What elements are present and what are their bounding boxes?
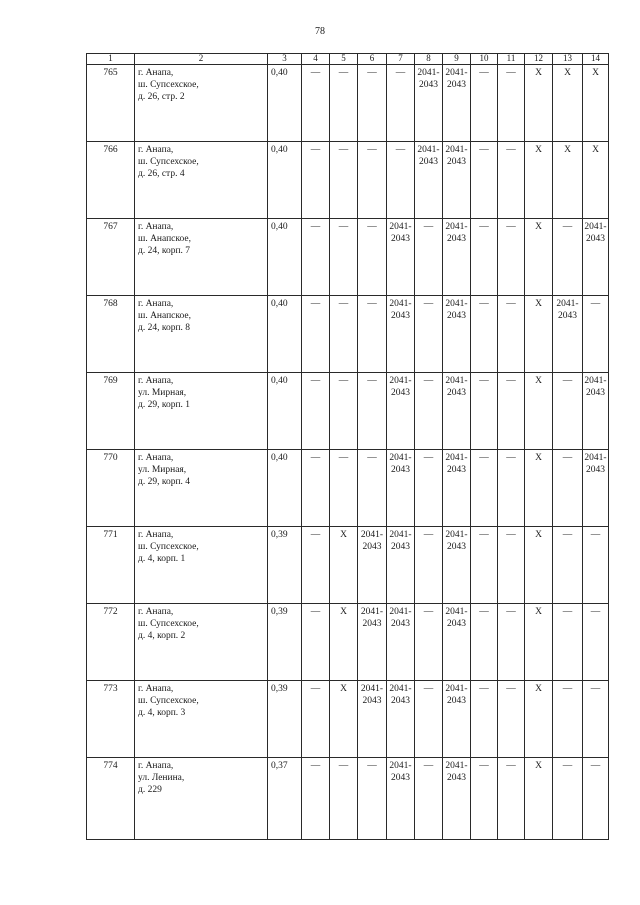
column-header: 11 xyxy=(498,54,525,65)
period-cell: — xyxy=(471,65,498,142)
address-line: г. Анапа, xyxy=(138,68,174,78)
column-header: 5 xyxy=(330,54,358,65)
period-cell: 2041- 2043 xyxy=(443,142,471,219)
period-cell: — xyxy=(302,758,330,840)
period-cell: 2041- 2043 xyxy=(415,142,443,219)
period-cell: 2041- 2043 xyxy=(387,296,415,373)
period-cell: — xyxy=(358,373,387,450)
address-cell xyxy=(135,296,268,373)
table-row xyxy=(87,527,609,604)
period-cell: X xyxy=(330,681,358,758)
period-cell: — xyxy=(498,527,525,604)
address-line: ш. Анапское, xyxy=(138,311,191,321)
period-cell: X xyxy=(525,527,553,604)
address-line: ул. Мирная, xyxy=(138,388,187,398)
period-cell: — xyxy=(553,450,583,527)
period-cell: 2041- 2043 xyxy=(583,219,609,296)
period-cell: 2041- 2043 xyxy=(443,450,471,527)
period-cell: — xyxy=(471,219,498,296)
table-row xyxy=(87,219,609,296)
column-header: 2 xyxy=(135,54,268,65)
period-cell: — xyxy=(553,219,583,296)
period-cell: 2041- 2043 xyxy=(443,527,471,604)
address-cell xyxy=(135,681,268,758)
period-cell: 2041- 2043 xyxy=(387,373,415,450)
address-line: г. Анапа, xyxy=(138,607,174,617)
period-cell: 2041- 2043 xyxy=(358,604,387,681)
address-cell xyxy=(135,450,268,527)
row-number: 769 xyxy=(87,373,135,450)
column-header: 10 xyxy=(471,54,498,65)
row-number: 770 xyxy=(87,450,135,527)
row-number: 765 xyxy=(87,65,135,142)
period-cell: — xyxy=(358,758,387,840)
period-cell: — xyxy=(330,65,358,142)
period-cell: — xyxy=(302,65,330,142)
period-cell: — xyxy=(498,604,525,681)
column-header: 8 xyxy=(415,54,443,65)
address-cell xyxy=(135,142,268,219)
period-cell: — xyxy=(358,65,387,142)
address-cell xyxy=(135,604,268,681)
period-cell: 2041- 2043 xyxy=(387,450,415,527)
period-cell: — xyxy=(302,450,330,527)
period-cell: — xyxy=(498,142,525,219)
address-line: г. Анапа, xyxy=(138,145,174,155)
period-cell: 2041- 2043 xyxy=(583,450,609,527)
value-cell: 0,40 xyxy=(268,296,302,373)
period-cell: X xyxy=(583,65,609,142)
period-cell: — xyxy=(415,681,443,758)
period-cell: X xyxy=(553,65,583,142)
address-line: г. Анапа, xyxy=(138,376,174,386)
period-cell: — xyxy=(330,758,358,840)
value-cell: 0,40 xyxy=(268,219,302,296)
address-line: г. Анапа, xyxy=(138,222,174,232)
period-cell: X xyxy=(553,142,583,219)
period-cell: — xyxy=(553,604,583,681)
period-cell: — xyxy=(498,296,525,373)
address-line: ш. Супсехское, xyxy=(138,157,199,167)
period-cell: 2041- 2043 xyxy=(387,604,415,681)
period-cell: — xyxy=(583,758,609,840)
period-cell: 2041- 2043 xyxy=(387,758,415,840)
period-cell: 2041- 2043 xyxy=(443,65,471,142)
address-line: ш. Супсехское, xyxy=(138,696,199,706)
column-header: 3 xyxy=(268,54,302,65)
period-cell: 2041- 2043 xyxy=(387,219,415,296)
period-cell: — xyxy=(415,450,443,527)
period-cell: — xyxy=(415,758,443,840)
address-line: ш. Анапское, xyxy=(138,234,191,244)
address-line: ул. Ленина, xyxy=(138,773,185,783)
period-cell: — xyxy=(583,681,609,758)
table-row xyxy=(87,296,609,373)
period-cell: 2041- 2043 xyxy=(443,681,471,758)
period-cell: X xyxy=(583,142,609,219)
address-line: д. 29, корп. 4 xyxy=(138,477,191,487)
address-line: ул. Мирная, xyxy=(138,465,187,475)
period-cell: — xyxy=(415,219,443,296)
address-cell xyxy=(135,758,268,840)
period-cell: — xyxy=(387,65,415,142)
address-line: д. 4, корп. 2 xyxy=(138,631,186,641)
period-cell: X xyxy=(525,604,553,681)
period-cell: — xyxy=(302,681,330,758)
address-line: д. 229 xyxy=(138,785,162,795)
period-cell: — xyxy=(553,758,583,840)
period-cell: X xyxy=(525,373,553,450)
period-cell: — xyxy=(302,604,330,681)
period-cell: — xyxy=(330,296,358,373)
value-cell: 0,37 xyxy=(268,758,302,840)
period-cell: — xyxy=(302,296,330,373)
address-line: г. Анапа, xyxy=(138,761,174,771)
address-line: ш. Супсехское, xyxy=(138,619,199,629)
period-cell: 2041- 2043 xyxy=(415,65,443,142)
table-row xyxy=(87,450,609,527)
period-cell: — xyxy=(498,450,525,527)
column-header: 12 xyxy=(525,54,553,65)
address-line: д. 4, корп. 3 xyxy=(138,708,186,718)
period-cell: 2041- 2043 xyxy=(553,296,583,373)
period-cell: X xyxy=(525,681,553,758)
period-cell: — xyxy=(387,142,415,219)
period-cell: X xyxy=(525,65,553,142)
column-header: 14 xyxy=(583,54,609,65)
address-line: ш. Супсехское, xyxy=(138,542,199,552)
period-cell: — xyxy=(330,142,358,219)
row-number: 767 xyxy=(87,219,135,296)
header-row xyxy=(87,54,609,65)
period-cell: 2041- 2043 xyxy=(583,373,609,450)
row-number: 768 xyxy=(87,296,135,373)
period-cell: — xyxy=(358,142,387,219)
period-cell: 2041- 2043 xyxy=(387,681,415,758)
row-number: 773 xyxy=(87,681,135,758)
period-cell: 2041- 2043 xyxy=(443,604,471,681)
address-cell xyxy=(135,65,268,142)
period-cell: — xyxy=(471,450,498,527)
table-row xyxy=(87,681,609,758)
value-cell: 0,40 xyxy=(268,373,302,450)
period-cell: — xyxy=(583,296,609,373)
period-cell: — xyxy=(471,681,498,758)
period-cell: — xyxy=(358,219,387,296)
value-cell: 0,40 xyxy=(268,142,302,219)
address-line: д. 24, корп. 7 xyxy=(138,246,191,256)
period-cell: — xyxy=(471,604,498,681)
period-cell: X xyxy=(525,758,553,840)
table-row xyxy=(87,604,609,681)
period-cell: — xyxy=(415,604,443,681)
period-cell: — xyxy=(553,681,583,758)
period-cell: — xyxy=(471,758,498,840)
period-cell: — xyxy=(330,219,358,296)
column-header: 7 xyxy=(387,54,415,65)
table-row xyxy=(87,65,609,142)
period-cell: — xyxy=(498,219,525,296)
period-cell: — xyxy=(553,527,583,604)
period-cell: — xyxy=(471,373,498,450)
period-cell: — xyxy=(415,527,443,604)
period-cell: — xyxy=(498,65,525,142)
row-number: 774 xyxy=(87,758,135,840)
period-cell: — xyxy=(498,758,525,840)
value-cell: 0,40 xyxy=(268,450,302,527)
period-cell: 2041- 2043 xyxy=(443,219,471,296)
period-cell: — xyxy=(302,219,330,296)
address-cell xyxy=(135,527,268,604)
period-cell: 2041- 2043 xyxy=(358,527,387,604)
column-header: 9 xyxy=(443,54,471,65)
period-cell: 2041- 2043 xyxy=(387,527,415,604)
period-cell: — xyxy=(471,527,498,604)
row-number: 766 xyxy=(87,142,135,219)
period-cell: 2041- 2043 xyxy=(443,758,471,840)
address-line: д. 4, корп. 1 xyxy=(138,554,186,564)
period-cell: X xyxy=(525,450,553,527)
table-body xyxy=(87,65,609,840)
period-cell: 2041- 2043 xyxy=(443,296,471,373)
period-cell: — xyxy=(302,373,330,450)
period-cell: — xyxy=(583,604,609,681)
period-cell: — xyxy=(302,142,330,219)
table-row xyxy=(87,142,609,219)
address-cell xyxy=(135,373,268,450)
address-line: д. 26, стр. 2 xyxy=(138,92,185,102)
column-header: 4 xyxy=(302,54,330,65)
address-line: д. 29, корп. 1 xyxy=(138,400,191,410)
register-table xyxy=(86,53,609,840)
table-row xyxy=(87,373,609,450)
period-cell: X xyxy=(525,296,553,373)
page-number: 78 xyxy=(315,26,325,37)
row-number: 771 xyxy=(87,527,135,604)
address-line: д. 24, корп. 8 xyxy=(138,323,191,333)
period-cell: 2041- 2043 xyxy=(443,373,471,450)
value-cell: 0,39 xyxy=(268,527,302,604)
period-cell: — xyxy=(583,527,609,604)
address-line: г. Анапа, xyxy=(138,684,174,694)
table-row xyxy=(87,758,609,840)
period-cell: X xyxy=(525,219,553,296)
value-cell: 0,40 xyxy=(268,65,302,142)
row-number: 772 xyxy=(87,604,135,681)
address-line: г. Анапа, xyxy=(138,453,174,463)
period-cell: — xyxy=(498,681,525,758)
address-line: ш. Супсехское, xyxy=(138,80,199,90)
address-line: д. 26, стр. 4 xyxy=(138,169,185,179)
period-cell: — xyxy=(415,296,443,373)
period-cell: — xyxy=(471,296,498,373)
period-cell: X xyxy=(330,604,358,681)
period-cell: — xyxy=(358,450,387,527)
value-cell: 0,39 xyxy=(268,681,302,758)
value-cell: 0,39 xyxy=(268,604,302,681)
period-cell: X xyxy=(330,527,358,604)
period-cell: — xyxy=(330,450,358,527)
address-line: г. Анапа, xyxy=(138,530,174,540)
period-cell: X xyxy=(525,142,553,219)
column-header: 6 xyxy=(358,54,387,65)
period-cell: — xyxy=(498,373,525,450)
address-line: г. Анапа, xyxy=(138,299,174,309)
period-cell: — xyxy=(358,296,387,373)
column-header: 13 xyxy=(553,54,583,65)
period-cell: — xyxy=(415,373,443,450)
period-cell: — xyxy=(330,373,358,450)
period-cell: — xyxy=(553,373,583,450)
period-cell: — xyxy=(471,142,498,219)
column-header: 1 xyxy=(87,54,135,65)
address-cell xyxy=(135,219,268,296)
period-cell: — xyxy=(302,527,330,604)
period-cell: 2041- 2043 xyxy=(358,681,387,758)
